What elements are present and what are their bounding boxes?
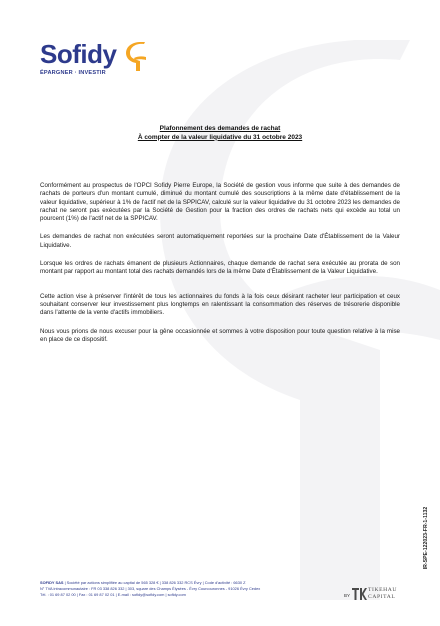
document-title: [0, 125, 440, 142]
footer-company-details: | Société par actions simplifiée au capital de 565 328 € | 338 826 332 RCS Évry | Code d'activité : 6630 Z: [63, 580, 246, 585]
brand-by-label: BY: [344, 593, 351, 598]
title-line-2: À compter de la valeur liquidative du 31 octobre 2023: [137, 133, 303, 141]
document-reference: IR-SPE-122023-FR-1-1132: [423, 506, 429, 570]
sofidy-swirl-icon: [124, 42, 148, 72]
footer-line-2: N° TVA intracommunautaire : FR 03 338 826 332 | 303, square des Champs Élysées - Évry Courcouronnes - 91026 Évry Cedex: [40, 586, 261, 592]
sofidy-logo: [40, 40, 160, 80]
tikehau-capital-logo: [344, 586, 410, 602]
brand-name-line-2: CAPITAL: [368, 593, 396, 600]
paragraph-5: Nous vous prions de nous excuser pour la gêne occasionnée et sommes à votre disposition pour toute question relative à la mise en place de ce dispositif.: [40, 327, 400, 343]
title-line-1: Plafonnement des demandes de rachat: [159, 125, 281, 132]
paragraph-4: Cette action vise à préserver l'intérêt de tous les actionnaires du fonds à la fois ceux désirant racheter leur participation et ceux souhaitant conserver leur investissement plus longtemps en ralentissant la consommation des réserves de trésorerie disponible dans l'attente de la vente d'actifs immobiliers.: [40, 292, 400, 317]
tikehau-monogram-icon: [352, 587, 367, 601]
logo-wordmark: Sofidy: [40, 39, 117, 69]
paragraph-3: Lorsque les ordres de rachats émanent de plusieurs Actionnaires, chaque demande de rachat sera exécutée au prorata de son montant par rapport au montant total des rachats demandés lors de la même Date d'Établissement de la Valeur Liquidative.: [40, 260, 400, 276]
paragraph-2: Les demandes de rachat non exécutées seront automatiquement reportées sur la prochaine Date d'Établissement de la Valeur Liquidative.: [40, 233, 400, 249]
brand-name: [368, 587, 397, 600]
footer-company-name: SOFIDY SAS: [40, 580, 64, 585]
brand-name-line-1: TIKEHAU: [368, 587, 398, 593]
logo-tagline: ÉPARGNER · INVESTIR: [40, 70, 106, 76]
footer-line-3: Tél. : 01 69 87 02 00 | Fax : 01 69 87 02 01 | E-mail : sofidy@sofidy.com | sofidy.com: [40, 592, 186, 598]
body-text: [40, 182, 400, 354]
footer-legal: [40, 580, 320, 599]
paragraph-1: Conformément au prospectus de l'OPCI Sofidy Pierre Europe, la Société de gestion vous informe que suite à des demandes de rachats de porteurs d'un montant cumulé, diminué du montant cumulé des souscriptions à la même date d'établissement de la valeur liquidative, supérieur à 1% de l'actif net de la SPPICAV, calculé sur la valeur liquidative du 31 octobre 2023 les demandes de rachat ne seront pas exécutées par la Société de Gestion pour la fraction des ordres de rachats nets qui excède au total un pourcent (1%) de l'actif net de la SPPICAV.: [40, 182, 400, 223]
